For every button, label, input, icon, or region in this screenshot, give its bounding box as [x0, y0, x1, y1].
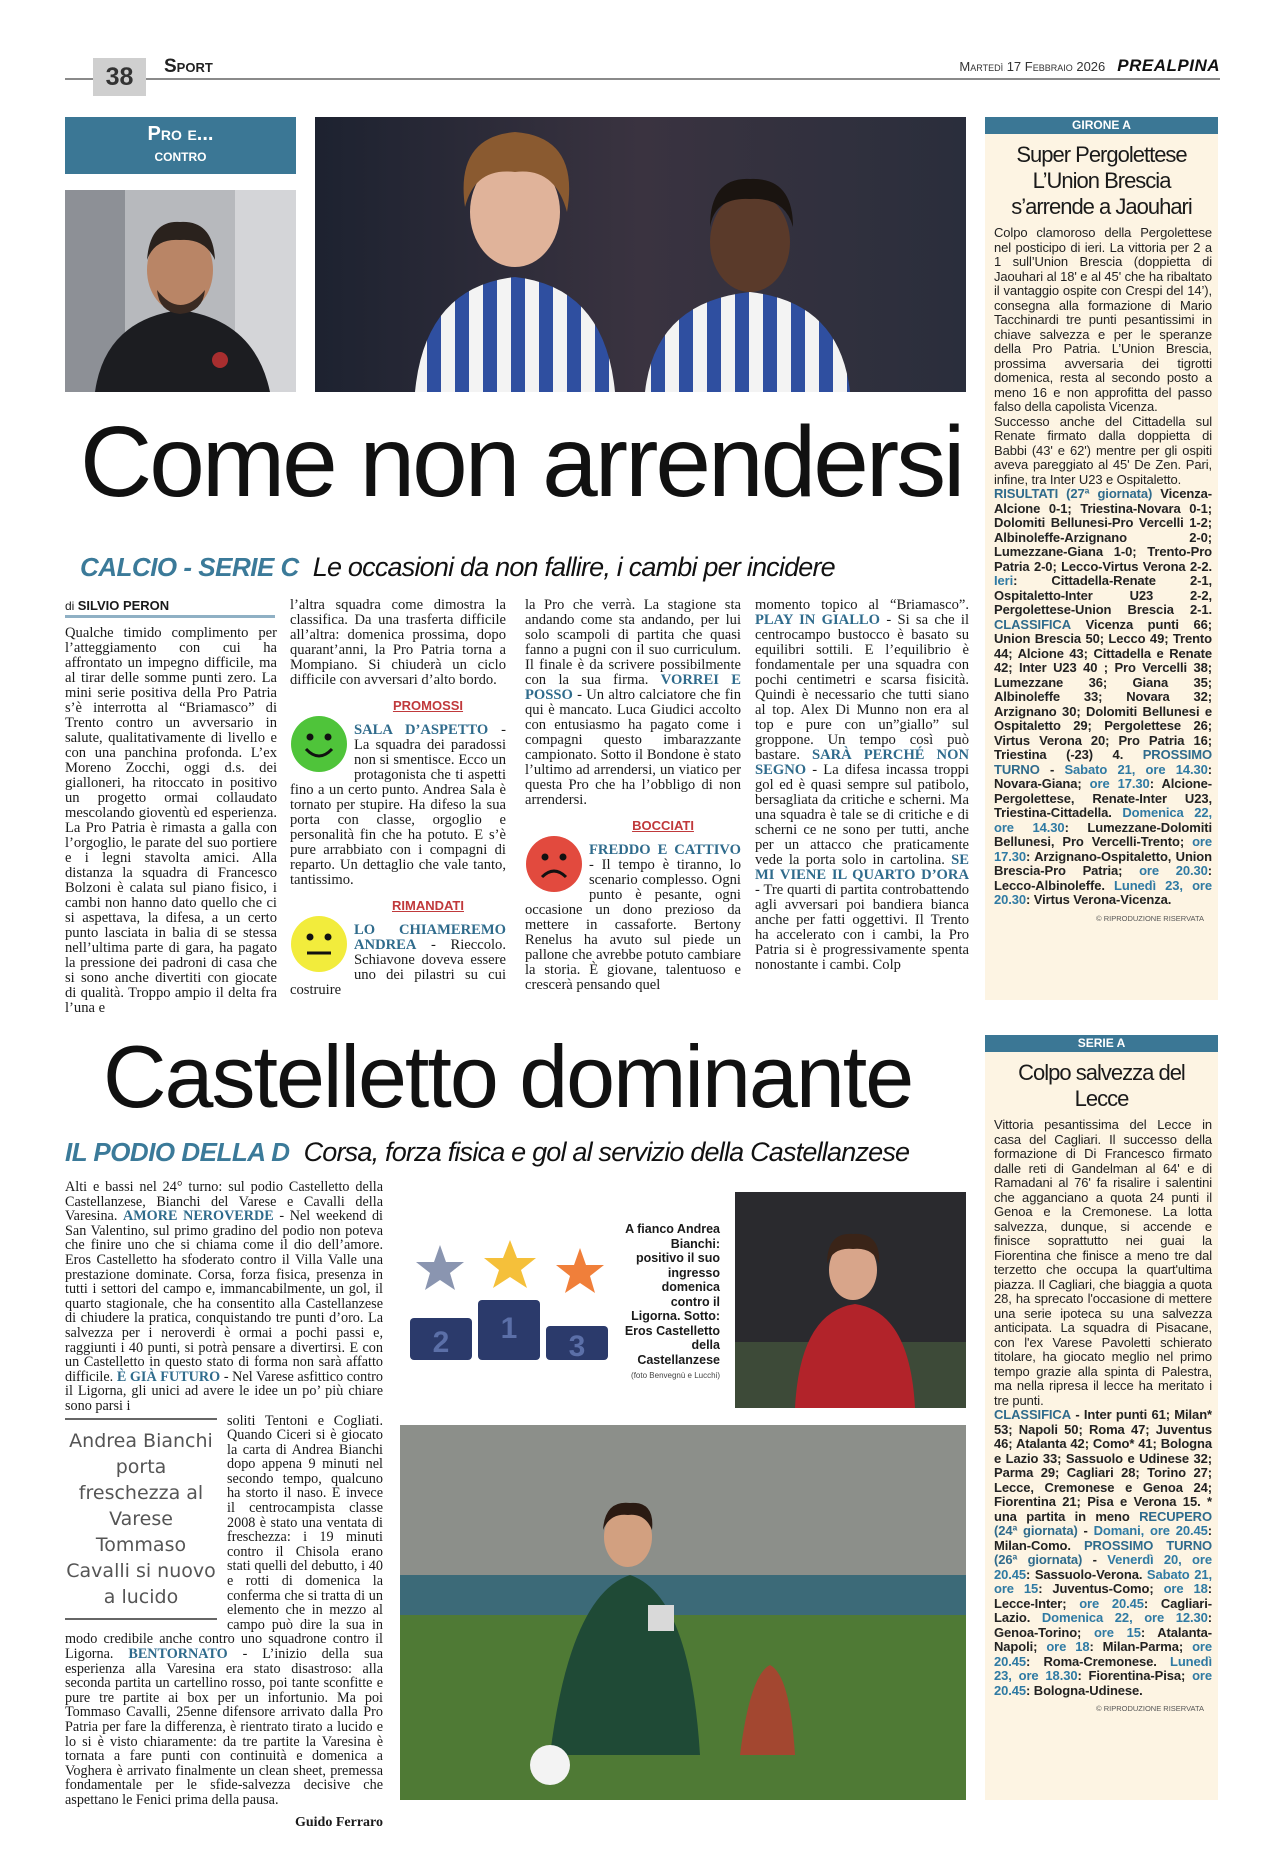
article-column-1 — [65, 626, 277, 1016]
text-run: : Roma-Cremonese. — [1026, 1653, 1170, 1669]
subhead-label: PROSSIMO TURNO — [994, 747, 1212, 777]
results-standings — [994, 487, 1212, 908]
sidebar-label: SERIE A — [985, 1035, 1218, 1052]
schedule-time: Ieri — [994, 573, 1014, 588]
page-number: 38 — [93, 58, 146, 96]
text-run: Vittoria pesantissima del Lecce in casa del Cagliari. Il successo della formazione di Di Francesco firmato dalle reti di Gandelman al 64' e di Ramadani al 76' fa risalire i salentini che agganciano a quota 24 punti il Genoa e la Cremonese. La lotta salvezza, dunque, si accende e finisce soprattutto nei guai la Fiorentina che finisce a meno tre dal terzetto che occupa la quart'ultima piazza. Il Cagliari, che biaggia a quota 28, ha sprecato l'occasione di mettere una serie ipoteca su una salvezza anticipata. La squadra di Pisacane, con l'ex Varese Pavoletti schierato titolare, ha giocato meglio nel primo tempo grazie alla spinta di Palestra, ma nella ripresa il lecce ha meritato i tre punti. — [994, 1117, 1212, 1408]
schedule-time: Domenica 22, ore 14.30 — [994, 805, 1212, 835]
copyright: © RIPRODUZIONE RISERVATA — [1096, 913, 1204, 923]
schedule-time: Domani, ore 20.45 — [1093, 1523, 1208, 1538]
headline: Come non arrendersi — [80, 406, 963, 518]
caption-text: A fianco Andrea Bianchi: positivo il suo ingresso domenica contro il Ligorna. Sotto: Eros Castelletto della Castellanzese — [624, 1222, 720, 1367]
text-run: - Il tempo è tiranno, lo scenario complesso. Ogni punto è pesante, ogni occasione un dono prezioso da mettere in cassaforte. Bertony Renelus ha avuto sul piede un pallone che avrebbe potuto cambiare la storia. È giovane, talentuoso e crescerà pensando quel — [525, 857, 741, 993]
text-run: Qualche timido complimento per l’atteggiamento con cui ha affrontato un impegno difficile, ma al tirar delle somme punti zero. La mini serie positiva della Pro Patria s’è interrotta al “Briamasco” di Trento contro un avversario in salute, qualitativamente di livello e con una panchina profonda. L’ex Moreno Zocchi, oggi d.s. dei gialloneri, ha ritoccato in positivo un progetto ormai collaudato mescolando gioventù ed esperienza. La Pro Patria è rimasta a galla con l’orgoglio, le parate del suo portiere e i legni stavolta amici. Alla distanza la squadra di Francesco Bolzoni è calata sul piano fisico, i cambi non hanno dato quello che ci si aspettava, la difesa, a un certo punto lasciata in balia di se stessa nell’ultima parte di gara, ha pagato la pressione dei padroni di casa che si sono anche divertiti con giocate di qualità. Troppo ampio il delta fra l’una e — [65, 625, 277, 1016]
schedule-time: ore 18 — [1163, 1581, 1208, 1596]
subhead-label: VORREI E POSSO — [525, 672, 741, 703]
subhead-label: CLASSIFICA — [994, 1407, 1072, 1422]
kicker-line: contro — [154, 146, 207, 165]
text-run: - — [1077, 1523, 1094, 1538]
subhead-label: PLAY IN GIALLO — [755, 612, 881, 628]
sidebar-title: Super Pergolettese L’Union Brescia s’arrende a Jaouhari — [1011, 142, 1192, 219]
podium-third: 3 — [568, 1330, 586, 1360]
text-run: - Nel weekend di San Valentino, sul primo gradino del podio non poteva che finire uno che si chiama come il dio dell’amore. Eros Castelletto ha sfoderato contro il Villa Valle una prestazione dominate. Corsa, forza fisica, presenza in tutti i settori del campo e, immancabilmente, un gol, il quarto stagionale, che ha consentito alla Castellanzese di chiudere la pratica, conquistando tre punti d’oro. La salvezza per i neroverdi è ormai a pochi passi e, raggiunti i 40 punti, si potrà pensare a divertirsi. E con un Castelletto in questo stato di forma non sarà affatto difficile. — [65, 1208, 383, 1385]
pull-quote: Andrea Bianchi porta freschezza al Varese Tommaso Cavalli si nuovo a lucido — [65, 1418, 217, 1620]
coach-portrait-photo — [65, 190, 296, 392]
author-signature: Guido Ferraro — [294, 1814, 383, 1830]
text-run: - La squadra dei paradossi non si smentisce. Ecco un protagonista che ti aspetti fino a un certo punto. Andrea Sala è tornato per stupire. Ha difeso la sua porta con classe, orgoglio e personalità fin che ha potuto. E s’è pure arrabbiato con i compagni di reparto. Un dettaglio che vale tanto, tantissimo. — [290, 722, 507, 888]
star-icon — [556, 1248, 604, 1293]
byline — [65, 598, 275, 618]
subhead-label: SARÀ PERCHÉ NON SEGNO — [755, 747, 969, 778]
paragraph — [994, 415, 1212, 488]
subhead-label: CLASSIFICA — [994, 616, 1072, 632]
sidebar-title: Colpo salvezza del Lecce — [1018, 1060, 1185, 1111]
subhead-label: PROSSIMO TURNO (26ª giornata) — [994, 1537, 1212, 1567]
schedule-time: ore 15 — [1093, 1624, 1141, 1640]
text-run: - Si sa che il centrocampo bustocco è basato su equilibri sottili. E l’equilibrio è fondamentale per una squadra con pochi centimetri e scarsa fisicità. Quindi è necessario che tutti siano al top. Alex Di Munno non era al top e pure con un”giallo” sul groppone. Un tempo così può bastare. — [755, 612, 970, 763]
star-icon — [416, 1245, 464, 1290]
column-kicker — [65, 117, 296, 174]
promossi-label: PROMOSSI — [392, 698, 464, 713]
text-run: - Rieccolo. Schiavone doveva essere uno dei pilastri su cui costruire — [290, 937, 506, 998]
text-run: - L’inizio della sua esperienza alla Varesina era stato disastroso: alla seconda partita un cartellino rosso, poi tante sconfitte e pure tre partite ai box per un infortunio. Ma poi Tommaso Cavalli, 25enne difensore arrivato dalla Pro Patria per fare la differenza, è rientrato tirato a lucido e lo si è visto chiaramente: da tre partite la Varesina è tornata a fare punti con continuità e domenica a Voghera è arrivato finalmente un clean sheet, premessa fondamentale per le sfide-salvezza decisive che aspettano le Fenici prima della pausa. — [65, 1646, 383, 1808]
sidebar-label: GIRONE A — [985, 117, 1218, 134]
text-run: l’altra squadra come dimostra la classifica. Da una trasferta difficile all’altra: domenica prossima, dopo quarant’anni, la Pro Patria torna a Mompiano. Si chiuderà un ciclo difficile con avversari d’alto bordo. — [290, 597, 506, 688]
subhead-label: RISULTATI (27ª giornata) — [994, 486, 1153, 501]
star-icon — [484, 1240, 536, 1288]
player-castelletto-photo — [400, 1425, 966, 1800]
text-run: - Tre quarti di partita controbattendo agli avversari poi bandiera bianca anche per fatti oggettivi. Il Trento ha accelerato con i cambi, la Pro Patria si è progressivamente spenta nonostante i cambi. Colp — [755, 882, 969, 973]
paragraph — [290, 598, 506, 688]
neutral-face-icon — [290, 915, 348, 973]
schedule-time: Sabato 21, ore 15 — [994, 1566, 1212, 1596]
text-run: Alti e bassi nel 24° turno: sul podio Castelletto della Castellanzese, Bianchi del Varese e Cavalli della Varesina. — [65, 1179, 383, 1225]
schedule-time: ore 20.45 — [1079, 1595, 1144, 1611]
subtitle: Corsa, forza fisica e gol al servizio della Castellanzese — [303, 1137, 910, 1167]
text-run: : Cittadella-Renate 2-1, Ospitaletto-Inter U23 2-2, Pergolettese-Union Brescia 2-1. — [994, 573, 1212, 617]
subhead-label: FREDDO E CATTIVO — [589, 842, 741, 858]
text-run: - Inter punti 61; Milan* 53; Napoli 50; Roma 47; Juventus 46; Atalanta 42; Como* 41; Bologna e Lazio 33; Sassuolo e Udinese 32; Parma 29; Cagliari 28; Torino 27; Lecce, Cremonese e Genoa 24; Fiorentina 21; Pisa e Verona 15. * una partita in meno — [994, 1407, 1212, 1524]
sidebar-body — [985, 226, 1218, 908]
schedule-time: ore 17.30 — [1089, 776, 1150, 791]
podium-second: 2 — [432, 1326, 450, 1359]
text-run: : Atalanta-Napoli; — [994, 1624, 1212, 1654]
happy-face-icon — [290, 715, 348, 773]
subhead-label: BENTORNATO — [128, 1646, 228, 1662]
section-title: Sport — [164, 56, 213, 77]
text-run: : Lecco-Albinoleffe. — [994, 863, 1212, 893]
category-label: CALCIO - SERIE C — [80, 552, 299, 582]
article-column-2 — [290, 598, 506, 998]
category-label: IL PODIO DELLA D — [65, 1137, 290, 1167]
schedule-time: ore 17.30 — [994, 834, 1212, 864]
text-run: Successo anche del Cittadella sul Renate firmato dalla doppietta di Babbi (43' e 62') mentre per gli ospiti aveva pareggiato al 45' De Zen. Pari, infine, tra Inter U23 e Ospitaletto. — [994, 413, 1212, 487]
kicker-line: Pro e... — [147, 123, 214, 145]
text-run: : Arzignano-Ospitaletto, Union Brescia-Pro Patria; — [994, 848, 1212, 878]
subhead-label: SE MI VIENE IL QUARTO D’ORA — [755, 852, 969, 883]
article-body — [65, 1180, 383, 1830]
text-run: : Milan-Como. — [994, 1523, 1212, 1553]
schedule-time: ore 20.45 — [994, 1639, 1213, 1669]
text-run: Vicenza-Alcione 0-1; Triestina-Novara 0-1; Dolomiti Bellunesi-Pro Vercelli 1-2; Albinoleffe-Arzignano 2-0; Lumezzane-Giana 1-0; Trento-Pro Patria 2-0; Lecco-Virtus Verona 2-2. — [994, 486, 1212, 574]
text-run: - Nel Varese asfittico contro il Ligorna, gli unici ad avere le idee un po’ più chiare sono parsi i — [65, 1368, 383, 1414]
text-run: - La difesa incassa troppi gol ed è quasi sempre sul patibolo, bersagliata da critiche e scherni. Ma una squadra è tale se di critiche e di scherni ce ne sono per tutti, anche per un attacco che praticamente vede la porta solo in cartolina. — [755, 762, 969, 868]
text-run: : Sassuolo-Verona. — [1026, 1566, 1147, 1582]
header-right — [953, 56, 1220, 76]
text-run: : Juventus-Como; — [1038, 1581, 1164, 1596]
bocciati-label: BOCCIATI — [632, 818, 694, 833]
schedule-time: ore 20.30 — [1139, 863, 1208, 878]
paragraph — [994, 226, 1212, 415]
text-run: soliti Tentoni e Cogliati. Quando Ciceri si è giocato la carta di Andrea Bianchi dopo appena 9 minuti nel secondo tempo, qualcuno ha storto il naso. E invece il centrocampista classe 2008 è stato una ventata di freschezza: i 19 minuti contro il Chisola erano stati quelli del debutto, i 40 e rotti di domenica la conferma che si tratta di un elemento che in mezzo al campo può dire la sua in modo credibile anche contro uno squadrone contro il Ligorna. — [65, 1412, 383, 1662]
subhead-label: È GIÀ FUTURO — [116, 1368, 221, 1385]
text-run: Vicenza punti 66; Union Brescia 50; Lecco 49; Trento 44; Alcione 43; Cittadella e Renate 42; Inter U23 40 ; Pro Vercelli 38; Lumezzane 36; Giana 35; Albinoleffe 33; Novara 32; Arzignano 30; Dolomiti Bellunesi e Ospitaletto 29; Pergolettese 26; Virtus Verona 20; Pro Patria 16; Triestina (-23) 4. — [994, 616, 1212, 762]
byline-prefix: di — [65, 599, 75, 613]
paragraph — [994, 1118, 1212, 1408]
subhead-label: LO CHIAMEREMO ANDREA — [354, 922, 506, 953]
subhead-label: AMORE NEROVERDE — [123, 1208, 274, 1225]
text-run: - Un altro calciatore che fin qui è mancato. Luca Giudici accolto con entusiasmo ha pagato come i compagni questo imbarazzante campionato. Sotto il Bondone è stato l’ultimo ad arrendersi, un viatico per questa Pro che ha l’obbligo di non arrendersi. — [525, 687, 741, 808]
player-bianchi-photo — [735, 1192, 966, 1408]
text-run: : Cagliari-Lazio. — [994, 1595, 1212, 1625]
girone-a-sidebar — [985, 117, 1218, 1000]
article-column-4 — [755, 598, 969, 973]
paragraph — [525, 598, 741, 808]
article-column-3 — [525, 598, 741, 993]
text-run: : Novara-Giana; — [994, 761, 1212, 791]
sidebar-body — [985, 1118, 1218, 1698]
text-run: : Alcione-Pergolettese, Renate-Inter U23, Triestina-Cittadella. — [994, 776, 1212, 820]
serie-a-sidebar — [985, 1035, 1218, 1800]
author-name: SILVIO PERON — [77, 598, 170, 613]
schedule-time: Sabato 21, ore 14.30 — [1064, 761, 1208, 777]
issue-date: Martedì 17 Febbraio 2026 — [959, 59, 1106, 74]
text-run: - — [1039, 761, 1065, 777]
text-run: : Lecce-Inter; — [994, 1581, 1212, 1611]
schedule-time: Lunedì 23, ore 18.30 — [994, 1653, 1212, 1683]
podium-first: 1 — [500, 1312, 518, 1345]
podium-illustration — [400, 1240, 615, 1360]
paragraph — [65, 1180, 383, 1414]
photo-caption — [620, 1222, 720, 1380]
copyright: © RIPRODUZIONE RISERVATA — [1096, 1704, 1204, 1713]
schedule-time: ore 18 — [1046, 1639, 1090, 1654]
text-run: : Lumezzane-Dolomiti Bellunesi, Pro Vercelli-Trento; — [994, 819, 1212, 849]
newspaper-logo: PREALPINA — [1117, 56, 1220, 75]
players-main-photo — [315, 117, 966, 392]
subheadline — [80, 552, 835, 583]
paragraph — [65, 626, 277, 1016]
rimandati-label: RIMANDATI — [392, 898, 464, 913]
schedule-time: ore 20.45 — [994, 1668, 1212, 1698]
text-run: momento topico al “Briamasco”. — [755, 597, 969, 613]
subtitle: Le occasioni da non fallire, i cambi per incidere — [312, 552, 835, 582]
results-standings — [994, 1408, 1212, 1698]
paragraph — [755, 598, 969, 973]
subhead-label: RECUPERO (24ª giornata) — [994, 1508, 1212, 1538]
header-rule — [65, 78, 1220, 80]
headline: Castelletto dominante — [103, 1027, 913, 1126]
text-run: : Genoa-Torino; — [994, 1610, 1212, 1640]
photo-credit: (foto Benvegnù e Lucchi) — [631, 1371, 720, 1380]
schedule-time: Domenica 22, ore 12.30 — [1041, 1610, 1208, 1625]
text-run: Colpo clamoroso della Pergolettese nel posticipo di ieri. La vittoria per 2 a 1 sull’Union Brescia (doppietta di Jaouhari al 18' e al 45' che ha ribaltato il vantaggio ospite con Crespi del 14’), consegna alla formazione di Mario Tacchinardi tre punti pesantissimi in chiave salvezza e per le speranze della Pro Patria. L’Union Brescia, prossima avversaria dei tigrotti domenica, resta al secondo posto a meno 16 e non approfitta del passo falso della capolista Vicenza. — [994, 225, 1212, 414]
text-run: : Fiorentina-Pisa; — [1077, 1668, 1193, 1683]
text-run: : Milan-Parma; — [1089, 1639, 1193, 1654]
text-run: - — [1082, 1552, 1108, 1567]
schedule-time: Venerdì 20, ore 20.45 — [994, 1552, 1212, 1582]
subheadline — [65, 1137, 909, 1168]
text-run: la Pro che verrà. La stagione sta andando come sta andando, per lui solo scampoli di partita che quasi fanno a pugni con il suo curriculum. Il finale è da scrivere possibilmente con la sua firma. — [525, 597, 741, 688]
schedule-time: Lunedì 23, ore 20.30 — [994, 877, 1212, 907]
text-run: : Virtus Verona-Vicenza. — [1026, 892, 1172, 907]
subhead-label: SALA D’ASPETTO — [354, 722, 489, 738]
text-run: : Bologna-Udinese. — [1026, 1682, 1143, 1698]
sad-face-icon — [525, 835, 583, 893]
